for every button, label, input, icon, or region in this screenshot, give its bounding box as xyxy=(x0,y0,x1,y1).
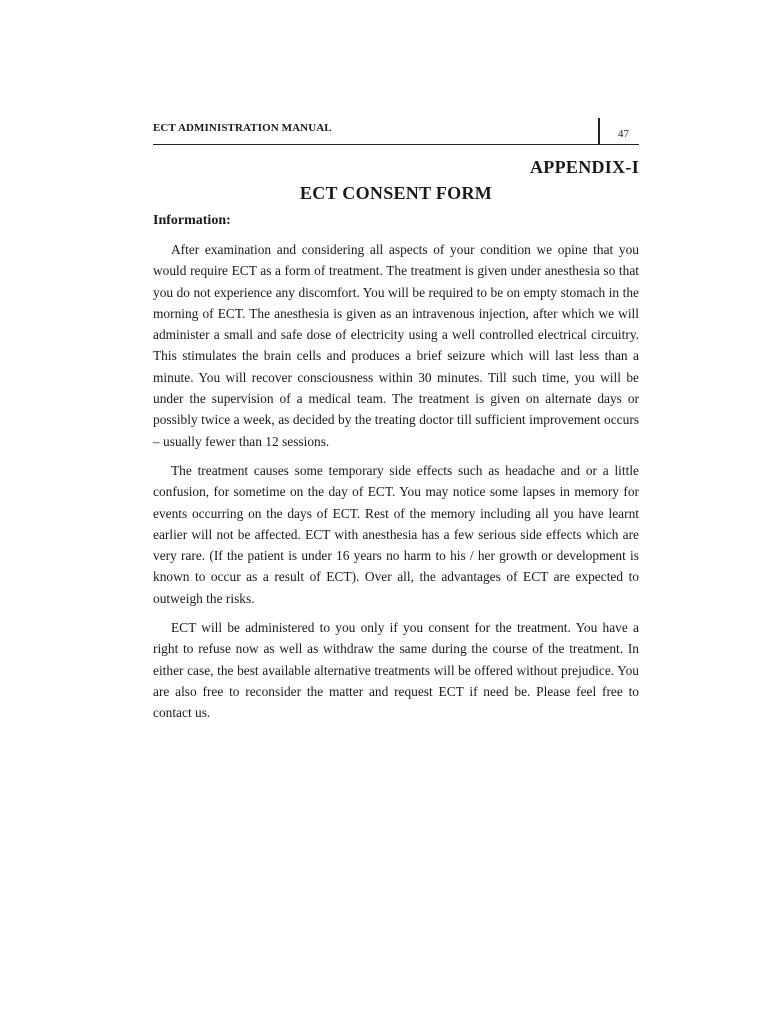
appendix-label: APPENDIX-I xyxy=(530,157,639,177)
page-number: 47 xyxy=(618,128,629,140)
paragraph-procedure: After examination and considering all aspects of your condition we opine that you would require ECT as a form of treatment. The treatment is given under anesthesia so that you do not experience any discomfort. You will be required to be on empty stomach in the morning of ECT. The anesthesia is given as an intravenous injection, after which we will administer a small and safe dose of electricity using a well controlled electrical circuitry. This stimulates the brain cells and produces a brief seizure which will last less than a minute. You will recover consciousness within 30 minutes. Till such time, you will be under the supervision of a medical team. The treatment is given on alternate days or possibly twice a week, as decided by the treating doctor till sufficient improvement occurs – usually fewer than 12 sessions. xyxy=(153,242,639,449)
paragraph-side-effects: The treatment causes some temporary side effects such as headache and or a little confusion, for sometime on the day of ECT. You may notice some lapses in memory for events occurring on the days of ECT. Rest of the memory including all you have learnt earlier will not be affected. ECT with anesthesia has a few serious side effects which are very rare. (If the patient is under 16 years no harm to his / her growth or development is known to occur as a result of ECT). Over all, the advantages of ECT are expected to outweigh the risks. xyxy=(153,462,639,606)
section-heading: Information: xyxy=(153,213,231,228)
header-vertical-rule xyxy=(598,118,600,144)
running-title: ECT ADMINISTRATION MANUAL xyxy=(153,122,332,134)
running-header xyxy=(153,118,639,145)
form-title: ECT CONSENT FORM xyxy=(299,183,493,203)
paragraph-consent-rights: ECT will be administered to you only if you consent for the treatment. You have a right to refuse now as well as withdraw the same during the course of the treatment. In either case, the best available alternative treatments will be offered without prejudice. You are also free to reconsider the matter and request ECT if need be. Please feel free to contact us. xyxy=(153,620,639,721)
document-page xyxy=(153,118,639,724)
